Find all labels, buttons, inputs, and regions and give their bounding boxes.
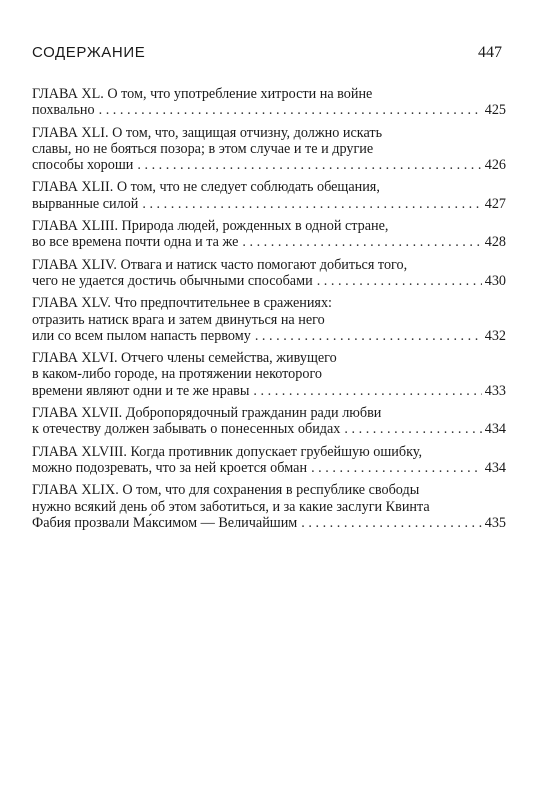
toc-entry-text-line: ГЛАВА XLVII. Добропорядочный гражданин ради любви bbox=[32, 405, 382, 422]
dot-leader bbox=[142, 196, 481, 212]
toc-entry-text-line: нужно всякий день об этом заботиться, и за какие заслуги Квинта bbox=[32, 498, 430, 515]
toc-entry-text-line: времени являют одни и те же нравы bbox=[32, 382, 250, 399]
toc-entry-text-line: или со всем пылом напасть первому bbox=[32, 327, 251, 344]
dot-leader bbox=[317, 273, 482, 289]
toc-entry-page-number: 428 bbox=[484, 234, 506, 251]
toc-entry-page-number: 425 bbox=[484, 102, 506, 119]
toc-entry-last-line bbox=[32, 383, 506, 399]
toc-entry-last-line bbox=[32, 515, 506, 531]
toc-entry-text-line: славы, но не бояться позора; в этом случае и те и другие bbox=[32, 140, 374, 157]
toc-entry-text-line: ГЛАВА XLI. О том, что, защищая отчизну, должно искать bbox=[32, 124, 383, 141]
running-head bbox=[32, 44, 502, 66]
toc-entry-last-line bbox=[32, 421, 506, 437]
dot-leader bbox=[242, 234, 481, 250]
toc-entry-chapter-47 bbox=[32, 405, 506, 438]
toc-entry-page-number: 434 bbox=[484, 459, 506, 476]
toc-entry-text-line: Фабия прозвали Ма́ксимом — Величайшим bbox=[32, 514, 298, 531]
running-head-title: СОДЕРЖАНИЕ bbox=[32, 44, 146, 61]
dot-leader bbox=[255, 328, 482, 344]
toc-entry-chapter-44 bbox=[32, 257, 506, 290]
dot-leader bbox=[311, 460, 482, 476]
toc-entry-text-line: ГЛАВА XL. О том, что употребление хитрости на войне bbox=[32, 86, 373, 102]
toc-entry-chapter-43 bbox=[32, 218, 506, 251]
toc-entry-text-line: вырванные силой bbox=[32, 195, 139, 212]
table-of-contents bbox=[32, 86, 506, 537]
toc-entry-text-line: можно подозревать, что за ней кроется обман bbox=[32, 459, 308, 476]
toc-entry-text-line: к отечеству должен забывать о понесенных обидах bbox=[32, 421, 341, 438]
toc-entry-chapter-48 bbox=[32, 444, 506, 477]
toc-entry-last-line bbox=[32, 157, 506, 173]
toc-entry-chapter-42 bbox=[32, 179, 506, 212]
toc-entry-page-number: 435 bbox=[484, 514, 506, 531]
dot-leader bbox=[344, 421, 481, 437]
dot-leader bbox=[253, 383, 481, 399]
toc-entry-chapter-46 bbox=[32, 350, 506, 399]
toc-entry-chapter-45 bbox=[32, 295, 506, 344]
toc-entry-chapter-40 bbox=[32, 86, 506, 119]
toc-entry-text-line: в каком-либо городе, на протяжении некоторого bbox=[32, 366, 323, 383]
toc-entry-last-line bbox=[32, 273, 506, 289]
toc-entry-last-line bbox=[32, 460, 506, 476]
toc-entry-text-line: ГЛАВА XLV. Что предпочтительнее в сражениях: bbox=[32, 295, 332, 312]
toc-entry-page-number: 426 bbox=[484, 157, 506, 174]
toc-entry-text-line: ГЛАВА XLVI. Отчего члены семейства, живущего bbox=[32, 350, 337, 367]
page-number: 447 bbox=[478, 44, 502, 61]
toc-entry-text-line: во все времена почти одна и та же bbox=[32, 234, 239, 251]
dot-leader bbox=[99, 102, 482, 118]
toc-entry-text-line: похвально bbox=[32, 102, 95, 119]
toc-entry-page-number: 430 bbox=[484, 272, 506, 289]
toc-entry-page-number: 434 bbox=[484, 421, 506, 438]
toc-entry-last-line bbox=[32, 102, 506, 118]
toc-entry-last-line bbox=[32, 328, 506, 344]
toc-entry-page-number: 433 bbox=[484, 382, 506, 399]
dot-leader bbox=[301, 515, 481, 531]
dot-leader bbox=[137, 157, 481, 173]
toc-entry-text-line: ГЛАВА XLIX. О том, что для сохранения в республике свободы bbox=[32, 482, 420, 499]
toc-entry-text-line: отразить натиск врага и затем двинуться на него bbox=[32, 311, 325, 328]
toc-entry-last-line bbox=[32, 196, 506, 212]
toc-entry-last-line bbox=[32, 234, 506, 250]
toc-entry-text-line: ГЛАВА XLIII. Природа людей, рожденных в одной стране, bbox=[32, 218, 389, 235]
toc-entry-page-number: 427 bbox=[484, 195, 506, 212]
toc-entry-text-line: способы хороши bbox=[32, 157, 134, 174]
toc-entry-text-line: ГЛАВА XLVIII. Когда противник допускает грубейшую ошибку, bbox=[32, 443, 422, 460]
toc-entry-text-line: чего не удается достичь обычными способами bbox=[32, 272, 313, 289]
toc-entry-text-line: ГЛАВА XLIV. Отвага и натиск часто помогают добиться того, bbox=[32, 256, 408, 273]
toc-entry-page-number: 432 bbox=[484, 327, 506, 344]
toc-entry-chapter-49 bbox=[32, 482, 506, 531]
toc-entry-text-line: ГЛАВА XLII. О том, что не следует соблюдать обещания, bbox=[32, 179, 380, 196]
toc-entry-chapter-41 bbox=[32, 125, 506, 174]
